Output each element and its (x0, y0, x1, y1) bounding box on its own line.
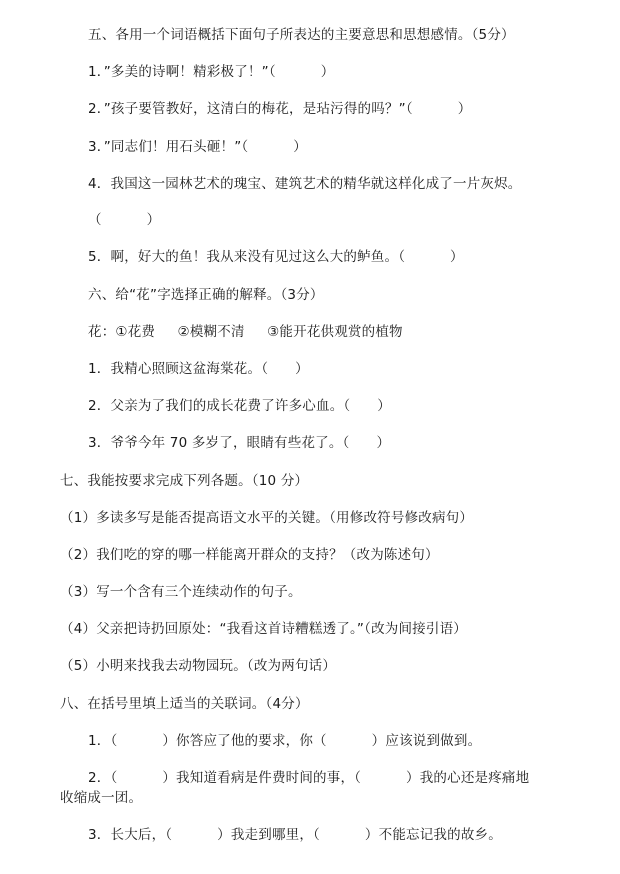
section-6-item-1: 1．我精心照顾这盆海棠花。（ ） (88, 361, 309, 377)
section-5-item-3: 3．”同志们！用石头砸！”（ ） (88, 139, 307, 155)
section-6-options: 花：①花费 ②模糊不清 ③能开花供观赏的植物 (88, 324, 403, 340)
section-7-item-3: （3）写一个含有三个连续动作的句子。 (60, 584, 302, 600)
section-8-item-2: 2．（ ）我知道看病是件费时间的事，（ ）我的心还是疼痛地 (88, 770, 530, 786)
section-6-item-3: 3．爷爷今年 70 多岁了，眼睛有些花了。（ ） (88, 435, 391, 451)
section-7-item-1: （1）多读多写是能否提高语文水平的关键。（用修改符号修改病句） (60, 510, 474, 526)
section-7-heading: 七、我能按要求完成下列各题。（10 分） (60, 473, 309, 489)
section-8-item-1: 1．（ ）你答应了他的要求，你（ ）应该说到做到。 (88, 733, 482, 749)
section-6-heading: 六、给“花”字选择正确的解释。（3分） (88, 287, 324, 303)
section-7-item-5: （5）小明来找我去动物园玩。（改为两句话） (60, 658, 337, 674)
section-8-heading: 八、在括号里填上适当的关联词。（4分） (60, 696, 309, 712)
section-5-heading: 五、各用一个词语概括下面句子所表达的主要意思和思想感情。（5分） (88, 27, 515, 43)
section-7-item-2: （2）我们吃的穿的哪一样能离开群众的支持？（改为陈述句） (60, 547, 439, 563)
section-5-item-1: 1．”多美的诗啊！精彩极了！”（ ） (88, 64, 335, 80)
section-8-item-3: 3．长大后，（ ）我走到哪里，（ ）不能忘记我的故乡。 (88, 827, 502, 843)
section-7-item-4: （4）父亲把诗扔回原处：“我看这首诗糟糕透了。”（改为间接引语） (60, 621, 467, 637)
section-5-item-2: 2．”孩子要管教好，这清白的梅花，是玷污得的吗？”（ ） (88, 101, 472, 117)
section-8-item-2-continued: 收缩成一团。 (60, 790, 143, 806)
section-5-item-4: 4．我国这一园林艺术的瑰宝、建筑艺术的精华就这样化成了一片灰烬。 (88, 176, 522, 192)
section-6-item-2: 2．父亲为了我们的成长花费了许多心血。（ ） (88, 398, 391, 414)
section-5-item-5: 5．啊，好大的鱼！我从来没有见过这么大的鲈鱼。（ ） (88, 249, 464, 265)
section-5-item-4-blank: （ ） (88, 212, 161, 228)
